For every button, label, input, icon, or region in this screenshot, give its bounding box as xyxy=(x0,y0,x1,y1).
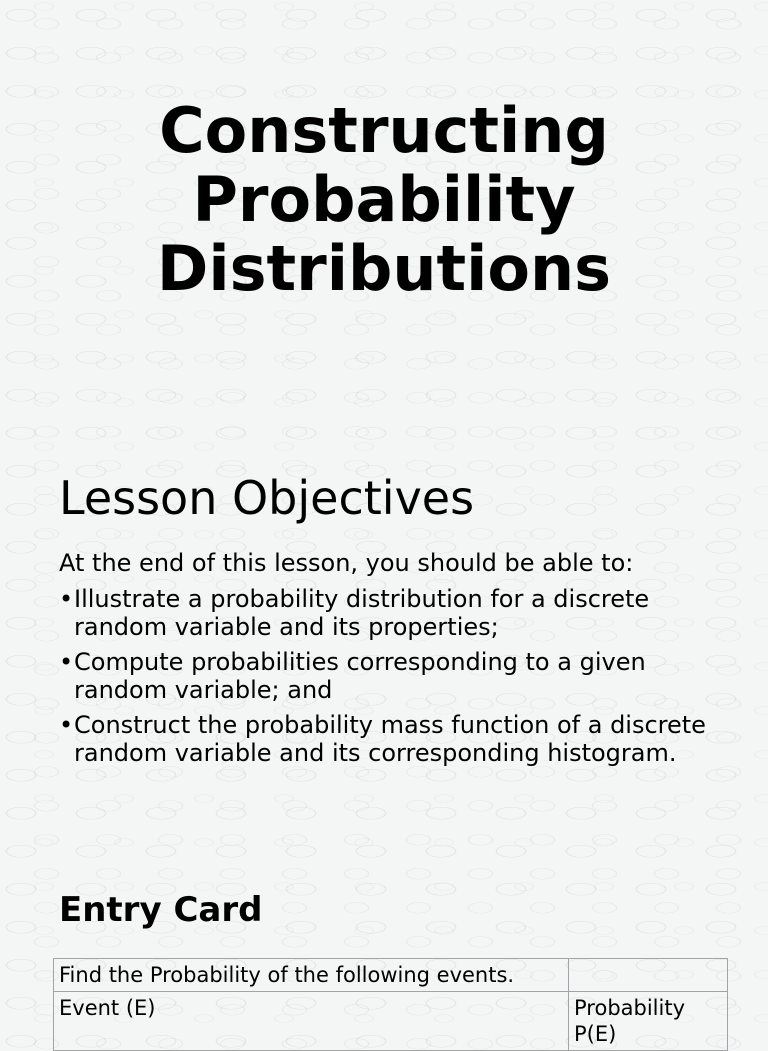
table-row xyxy=(54,959,728,992)
objectives-list xyxy=(59,586,719,775)
bullet-icon: • xyxy=(59,585,74,613)
objectives-intro: At the end of this lesson, you should be able to: xyxy=(59,549,634,577)
lesson-objectives-heading: Lesson Objectives xyxy=(59,471,475,525)
objective-text: Illustrate a probability distribution for a discrete random variable and its properties; xyxy=(74,585,650,641)
table-cell: Event (E) xyxy=(54,992,569,1051)
bullet-icon: • xyxy=(59,711,74,739)
bullet-icon: • xyxy=(59,648,74,676)
objective-text: Compute probabilities corresponding to a given random variable; and xyxy=(74,648,646,704)
title-line: Probability xyxy=(192,163,576,236)
entry-card-heading: Entry Card xyxy=(59,890,263,930)
table-row xyxy=(54,992,728,1051)
table-cell xyxy=(569,959,728,992)
objective-item xyxy=(59,649,719,704)
objective-text: Construct the probability mass function of a discrete random variable and its corresponding histogram. xyxy=(74,711,706,767)
title-line: Distributions xyxy=(156,232,612,305)
slide-title xyxy=(0,96,768,303)
entry-card-table xyxy=(53,958,728,1051)
objective-item xyxy=(59,586,719,641)
title-line: Constructing xyxy=(159,94,609,167)
table-cell: Probability P(E) xyxy=(569,992,728,1051)
objective-item xyxy=(59,712,719,767)
table-cell: Find the Probability of the following events. xyxy=(54,959,569,992)
